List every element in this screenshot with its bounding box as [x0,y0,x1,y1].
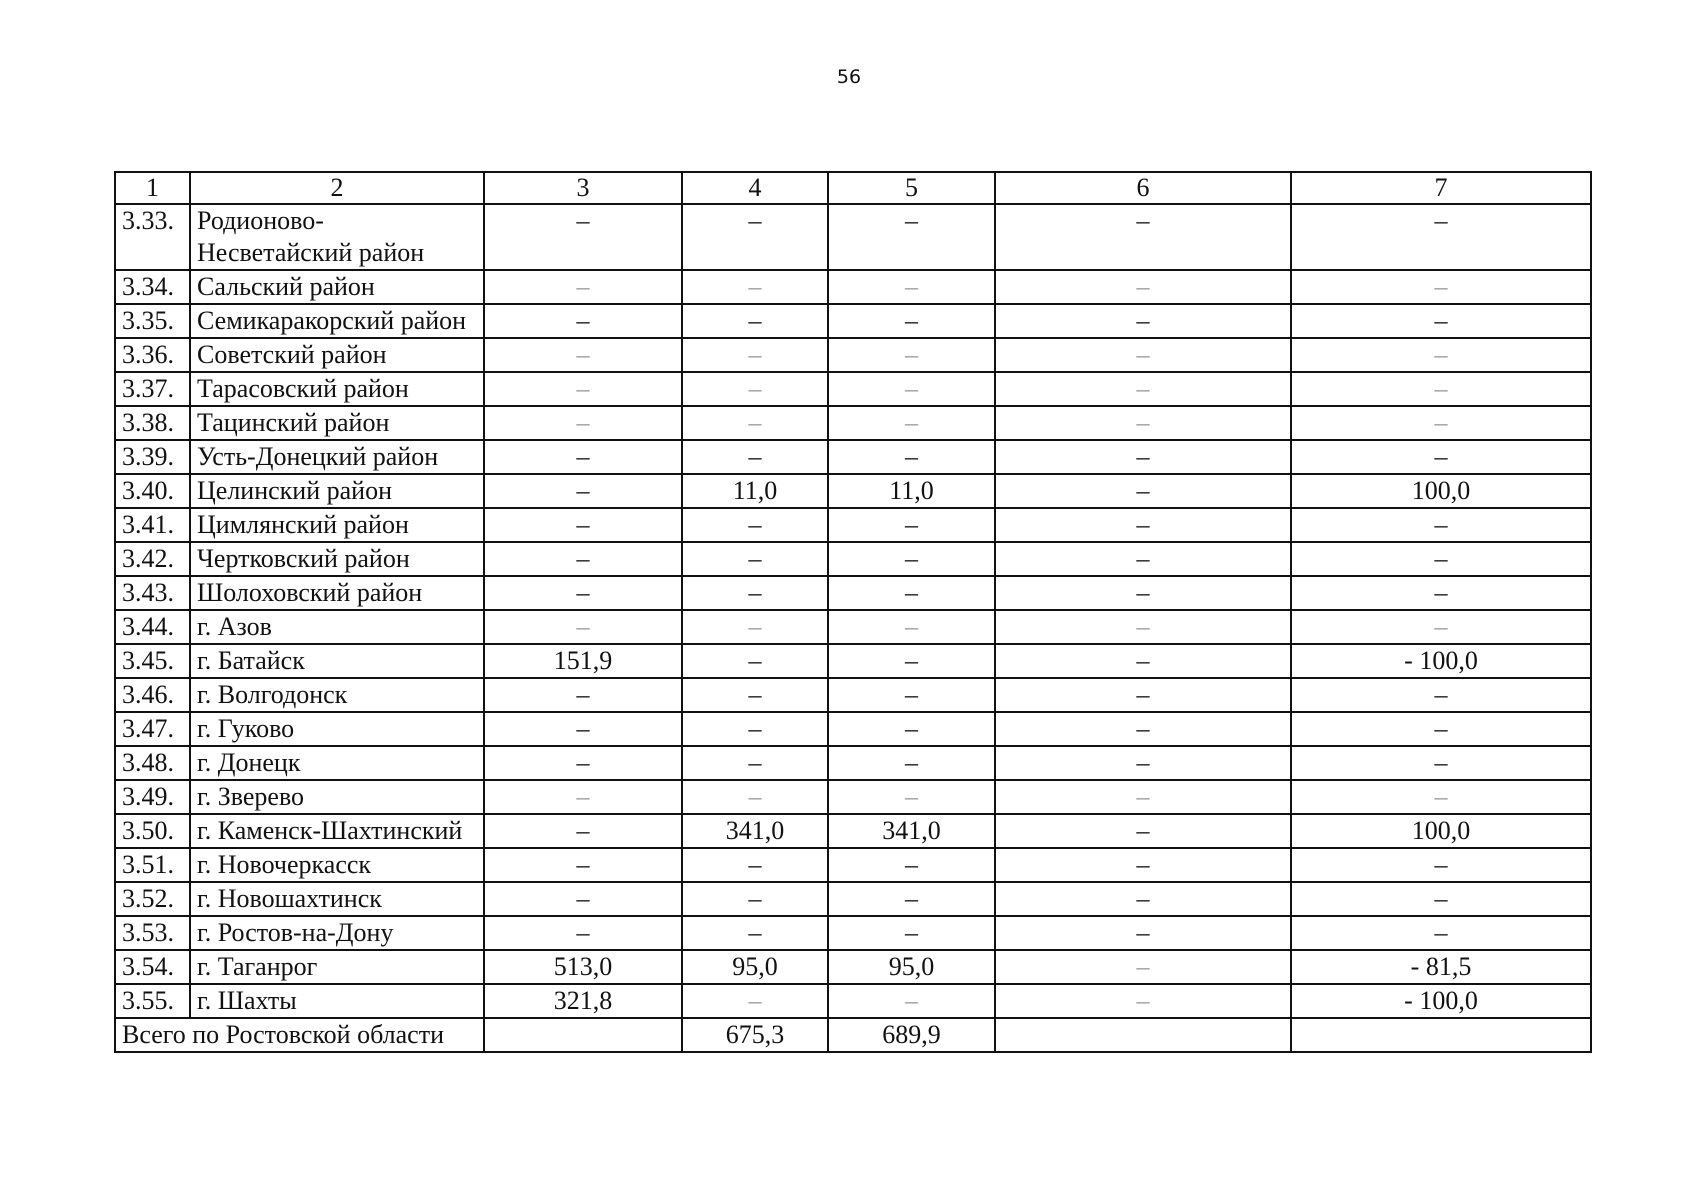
cell-col4: – [682,372,828,406]
cell-col3: – [484,338,682,372]
cell-col3: – [484,270,682,304]
row-number: 3.53. [115,916,190,950]
cell-col4: 11,0 [682,474,828,508]
cell-col6: – [995,440,1291,474]
total-col5: 689,9 [828,1018,995,1052]
cell-col4: – [682,678,828,712]
cell-col5: – [828,882,995,916]
row-number: 3.46. [115,678,190,712]
table-row [115,848,1591,882]
cell-col3: 321,8 [484,984,682,1018]
cell-col4: – [682,848,828,882]
cell-col6: – [995,882,1291,916]
cell-col3: 151,9 [484,644,682,678]
cell-col3: – [484,542,682,576]
row-name: г. Зверево [190,780,484,814]
cell-col7: – [1291,780,1591,814]
cell-col7: - 100,0 [1291,984,1591,1018]
cell-col5: – [828,508,995,542]
cell-col3: – [484,372,682,406]
table-row [115,950,1591,984]
page-number: 56 [836,66,862,88]
row-number: 3.52. [115,882,190,916]
cell-col3: – [484,474,682,508]
cell-col4: – [682,746,828,780]
cell-col6: – [995,474,1291,508]
row-number: 3.36. [115,338,190,372]
cell-col5: – [828,610,995,644]
table-row [115,270,1591,304]
table-row [115,508,1591,542]
row-name: г. Каменск-Шахтинский [190,814,484,848]
row-name: г. Новочеркасск [190,848,484,882]
cell-col3: – [484,610,682,644]
row-name: г. Шахты [190,984,484,1018]
cell-col5: – [828,304,995,338]
cell-col5: 341,0 [828,814,995,848]
cell-col3: – [484,712,682,746]
cell-col5: – [828,678,995,712]
total-col3 [484,1018,682,1052]
row-number: 3.55. [115,984,190,1018]
table-row [115,372,1591,406]
row-number: 3.35. [115,304,190,338]
cell-col6: – [995,984,1291,1018]
cell-col4: – [682,984,828,1018]
cell-col7: – [1291,440,1591,474]
row-name: Семикаракорский район [190,304,484,338]
cell-col5: – [828,746,995,780]
cell-col4: – [682,270,828,304]
cell-col5: – [828,848,995,882]
row-name: Сальский район [190,270,484,304]
cell-col3: – [484,508,682,542]
row-name: Тацинский район [190,406,484,440]
cell-col5: – [828,644,995,678]
total-label: Всего по Ростовской области [115,1018,484,1052]
cell-col4: – [682,644,828,678]
cell-col6: – [995,814,1291,848]
cell-col3: – [484,406,682,440]
table-row [115,984,1591,1018]
row-number: 3.34. [115,270,190,304]
row-number: 3.39. [115,440,190,474]
cell-col6: – [995,950,1291,984]
row-name: г. Батайск [190,644,484,678]
row-name: г. Гуково [190,712,484,746]
cell-col6: – [995,916,1291,950]
cell-col6: – [995,204,1291,270]
row-number: 3.40. [115,474,190,508]
cell-col6: – [995,372,1291,406]
cell-col7: – [1291,508,1591,542]
cell-col3: 513,0 [484,950,682,984]
cell-col7: – [1291,204,1591,270]
cell-col7: – [1291,406,1591,440]
cell-col7: – [1291,270,1591,304]
cell-col3: – [484,916,682,950]
cell-col7: – [1291,610,1591,644]
cell-col5: – [828,916,995,950]
cell-col4: – [682,440,828,474]
cell-col7: - 100,0 [1291,644,1591,678]
row-name: Шолоховский район [190,576,484,610]
row-name: г. Новошахтинск [190,882,484,916]
cell-col5: 11,0 [828,474,995,508]
table-row [115,916,1591,950]
cell-col6: – [995,508,1291,542]
header-cell: 5 [828,172,995,204]
row-number: 3.41. [115,508,190,542]
row-number: 3.47. [115,712,190,746]
cell-col4: – [682,304,828,338]
cell-col7: – [1291,372,1591,406]
row-number: 3.49. [115,780,190,814]
cell-col7: – [1291,848,1591,882]
cell-col7: – [1291,746,1591,780]
row-number: 3.51. [115,848,190,882]
table-row [115,204,1591,270]
row-name: г. Донецк [190,746,484,780]
table-row [115,406,1591,440]
row-name: Усть-Донецкий район [190,440,484,474]
cell-col6: – [995,780,1291,814]
data-table [114,171,1592,1053]
cell-col7: – [1291,576,1591,610]
cell-col4: – [682,338,828,372]
row-number: 3.45. [115,644,190,678]
cell-col4: – [682,882,828,916]
cell-col5: – [828,204,995,270]
row-name: Тарасовский район [190,372,484,406]
cell-col4: – [682,712,828,746]
cell-col5: – [828,270,995,304]
header-cell: 6 [995,172,1291,204]
row-number: 3.42. [115,542,190,576]
cell-col7: – [1291,542,1591,576]
cell-col3: – [484,678,682,712]
cell-col3: – [484,780,682,814]
cell-col6: – [995,848,1291,882]
cell-col4: – [682,576,828,610]
table-row [115,746,1591,780]
cell-col3: – [484,304,682,338]
cell-col6: – [995,406,1291,440]
cell-col6: – [995,678,1291,712]
row-number: 3.33. [115,204,190,270]
cell-col4: – [682,916,828,950]
cell-col5: – [828,984,995,1018]
row-number: 3.50. [115,814,190,848]
cell-col6: – [995,304,1291,338]
cell-col4: 95,0 [682,950,828,984]
cell-col4: – [682,542,828,576]
total-col6 [995,1018,1291,1052]
cell-col4: – [682,204,828,270]
total-col4: 675,3 [682,1018,828,1052]
cell-col7: – [1291,712,1591,746]
cell-col7: – [1291,338,1591,372]
cell-col7: – [1291,304,1591,338]
cell-col5: – [828,372,995,406]
header-cell: 2 [190,172,484,204]
cell-col3: – [484,848,682,882]
row-name: Чертковский район [190,542,484,576]
cell-col7: - 81,5 [1291,950,1591,984]
row-name: Цимлянский район [190,508,484,542]
cell-col4: – [682,780,828,814]
row-number: 3.37. [115,372,190,406]
cell-col4: – [682,406,828,440]
cell-col6: – [995,338,1291,372]
cell-col7: 100,0 [1291,474,1591,508]
cell-col7: – [1291,916,1591,950]
row-number: 3.54. [115,950,190,984]
cell-col3: – [484,440,682,474]
cell-col5: – [828,780,995,814]
cell-col6: – [995,644,1291,678]
total-col7 [1291,1018,1591,1052]
cell-col5: – [828,338,995,372]
header-cell: 1 [115,172,190,204]
row-name: г. Волгодонск [190,678,484,712]
cell-col3: – [484,204,682,270]
table-row [115,338,1591,372]
cell-col3: – [484,882,682,916]
row-name: г. Ростов-на-Дону [190,916,484,950]
cell-col6: – [995,270,1291,304]
table-row [115,474,1591,508]
table-row [115,814,1591,848]
table-row [115,678,1591,712]
table-row [115,644,1591,678]
table-row [115,304,1591,338]
header-cell: 7 [1291,172,1591,204]
row-number: 3.44. [115,610,190,644]
table-row [115,882,1591,916]
cell-col4: – [682,508,828,542]
cell-col3: – [484,746,682,780]
cell-col5: 95,0 [828,950,995,984]
row-name: Родионово-Несветайский район [190,204,484,270]
cell-col4: – [682,610,828,644]
header-cell: 4 [682,172,828,204]
row-name: Советский район [190,338,484,372]
cell-col5: – [828,712,995,746]
total-row [115,1018,1591,1052]
table-row [115,440,1591,474]
row-name: г. Азов [190,610,484,644]
cell-col5: – [828,406,995,440]
cell-col6: – [995,610,1291,644]
cell-col3: – [484,576,682,610]
cell-col6: – [995,746,1291,780]
table-row [115,780,1591,814]
row-number: 3.48. [115,746,190,780]
table-row [115,576,1591,610]
cell-col3: – [484,814,682,848]
table-row [115,610,1591,644]
cell-col4: 341,0 [682,814,828,848]
cell-col7: 100,0 [1291,814,1591,848]
cell-col6: – [995,576,1291,610]
header-row [115,172,1591,204]
table-row [115,712,1591,746]
cell-col6: – [995,542,1291,576]
row-number: 3.38. [115,406,190,440]
row-name: г. Таганрог [190,950,484,984]
cell-col6: – [995,712,1291,746]
row-number: 3.43. [115,576,190,610]
cell-col5: – [828,542,995,576]
table-row [115,542,1591,576]
cell-col5: – [828,576,995,610]
cell-col5: – [828,440,995,474]
cell-col7: – [1291,882,1591,916]
cell-col7: – [1291,678,1591,712]
header-cell: 3 [484,172,682,204]
row-name: Целинский район [190,474,484,508]
